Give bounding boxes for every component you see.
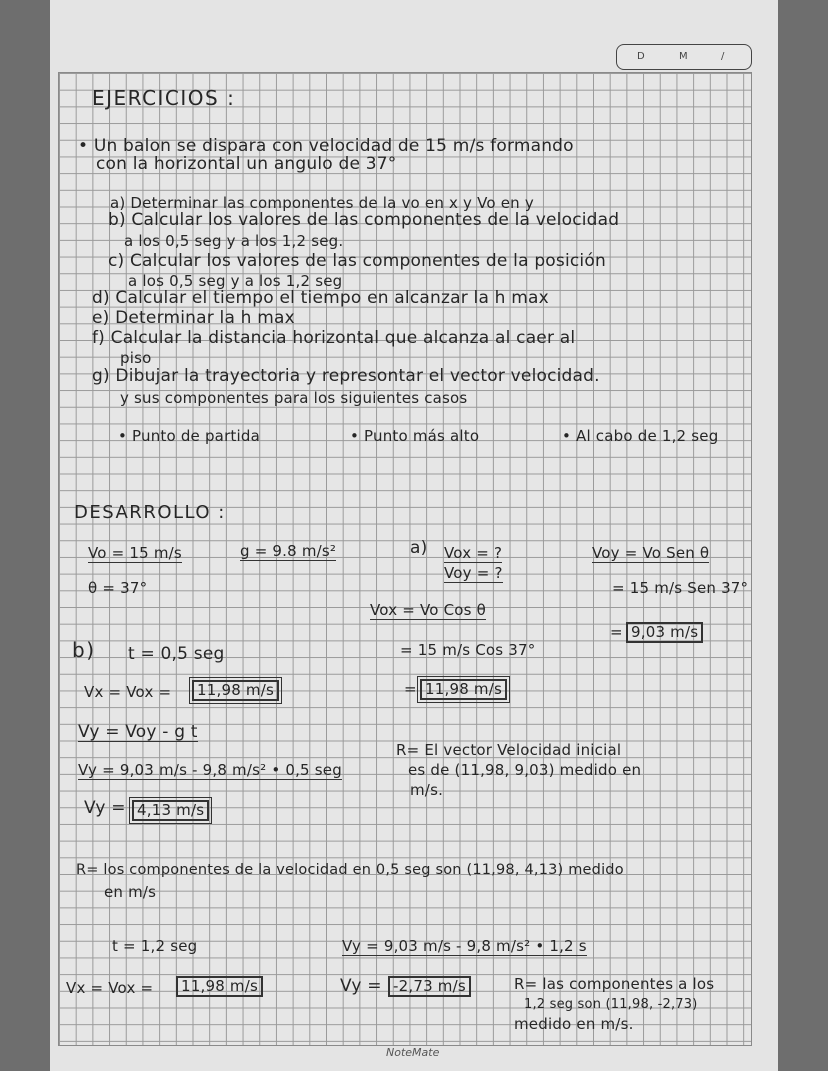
answer-2-line-2: en m/s	[104, 883, 157, 901]
vx-equation: Vx = Vox =	[84, 683, 172, 701]
date-m: M	[679, 51, 688, 62]
date-d: D	[637, 51, 645, 62]
question-g-2: y sus componentes para los siguientes casos	[120, 389, 468, 407]
vy-formula: Vy = Voy - g t	[78, 722, 198, 742]
case-start: • Punto de partida	[118, 427, 260, 445]
question-f-2: piso	[120, 349, 152, 367]
problem-line-2: con la horizontal un angulo de 37°	[96, 154, 397, 174]
part-b-label: b)	[72, 638, 96, 662]
answer-3-line-1: R= las componentes a los	[514, 975, 715, 993]
question-f-1: f) Calcular la distancia horizontal que alcanza al caer al	[92, 328, 576, 348]
vx-result: 11,98 m/s	[192, 680, 279, 701]
answer-1-line-3: m/s.	[410, 781, 444, 799]
answer-3-line-2: 1,2 seg son (11,98, -2,73)	[524, 997, 698, 1012]
question-b-1: b) Calcular los valores de las componentes de la velocidad	[108, 210, 620, 230]
question-b-2: a los 0,5 seg y a los 1,2 seg.	[124, 232, 344, 250]
vox-equals: =	[404, 680, 417, 698]
question-a: a) Determinar las componentes de la vo en x y Vo en y	[110, 194, 534, 212]
section-heading: DESARROLLO :	[74, 502, 226, 523]
vy-result: 4,13 m/s	[132, 800, 209, 821]
question-c-2: a los 0,5 seg y a los 1,2 seg	[128, 272, 343, 290]
question-d: d) Calcular el tiempo el tiempo en alcanzar la h max	[92, 288, 549, 308]
time-0-5: t = 0,5 seg	[128, 644, 225, 664]
vx2-result: 11,98 m/s	[176, 976, 263, 997]
given-vo: Vo = 15 m/s	[88, 544, 182, 562]
vox-question: Vox = ?	[444, 544, 503, 562]
vox-substitution: = 15 m/s Cos 37°	[400, 641, 536, 659]
page-title: EJERCICIOS :	[92, 86, 236, 110]
problem-line-1: • Un balon se dispara con velocidad de 15 m/s formando	[78, 136, 574, 156]
vy2-result: -2,73 m/s	[388, 976, 471, 997]
voy-formula: Voy = Vo Sen θ	[592, 544, 710, 562]
question-g-1: g) Dibujar la trayectoria y represontar el vector velocidad.	[92, 366, 600, 386]
answer-1-line-1: R= El vector Velocidad inicial	[396, 741, 622, 759]
answer-3-line-3: medido en m/s.	[514, 1015, 634, 1033]
voy-substitution: = 15 m/s Sen 37°	[612, 579, 749, 597]
question-c-1: c) Calcular los valores de las componentes de la posición	[108, 251, 606, 271]
case-top: • Punto más alto	[350, 427, 480, 445]
vx2-equation: Vx = Vox =	[66, 979, 154, 997]
question-e: e) Determinar la h max	[92, 308, 295, 328]
vox-result: 11,98 m/s	[420, 679, 507, 700]
signature: NoteMate	[386, 1046, 440, 1059]
voy-equals: =	[610, 623, 623, 641]
voy-result: 9,03 m/s	[626, 622, 703, 643]
vy-equation: Vy =	[84, 798, 126, 818]
vy2-substitution: Vy = 9,03 m/s - 9,8 m/s² • 1,2 s	[342, 937, 587, 955]
vy2-equation: Vy =	[340, 976, 382, 996]
answer-1-line-2: es de (11,98, 9,03) medido en	[408, 761, 642, 779]
date-slash: /	[721, 51, 725, 62]
given-g: g = 9.8 m/s²	[240, 542, 337, 560]
date-box	[616, 44, 752, 70]
vy-substitution: Vy = 9,03 m/s - 9,8 m/s² • 0,5 seg	[78, 761, 342, 779]
answer-2-line-1: R= los componentes de la velocidad en 0,5 seg son (11,98, 4,13) medido	[76, 862, 624, 878]
vox-formula: Vox = Vo Cos θ	[370, 601, 487, 619]
given-theta: θ = 37°	[88, 579, 148, 597]
part-a-label: a)	[410, 538, 428, 558]
case-1-2-seg: • Al cabo de 1,2 seg	[562, 427, 719, 445]
voy-question: Voy = ?	[444, 564, 503, 582]
time-1-2: t = 1,2 seg	[112, 937, 198, 955]
